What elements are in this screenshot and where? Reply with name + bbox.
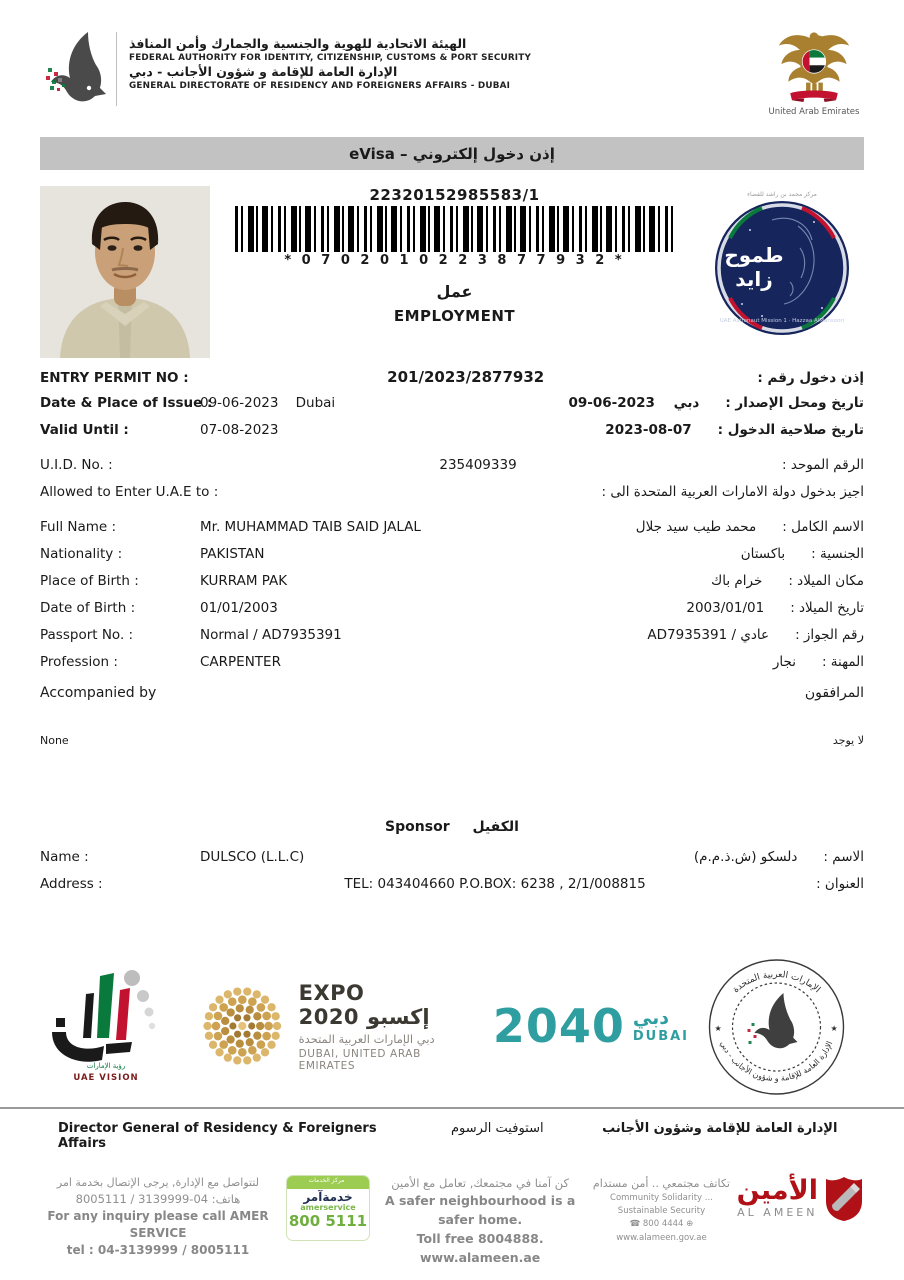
expo-en: EXPO 2020 <box>298 980 365 1029</box>
field-value: PAKISTAN <box>200 546 265 562</box>
svg-text:الإمارات العربية المتحدة: الإمارات العربية المتحدة <box>731 969 822 996</box>
amer-contact-block <box>40 1175 276 1260</box>
amer-logo-english: amerservice <box>300 1203 356 1213</box>
dubai2040-logo <box>493 999 689 1053</box>
amer-logo-strip: مركز الخدمات <box>287 1176 369 1189</box>
field-value-arabic: نجار <box>772 654 796 670</box>
field-label-english: Date of Birth : <box>40 600 136 616</box>
field-row <box>40 685 864 712</box>
amer-logo-arabic: خدمةآمر <box>303 1190 353 1204</box>
amer-logo-number: 800 5111 <box>288 1212 368 1231</box>
zayed-ambition-badge <box>699 186 864 358</box>
field-label-arabic: الاسم الكامل : <box>782 519 864 535</box>
sponsor-heading-arabic: الكفيل <box>472 819 519 835</box>
field-label-english: Place of Birth : <box>40 573 139 589</box>
field-row <box>40 734 864 761</box>
field-label-english: Full Name : <box>40 519 117 535</box>
solidarity-contact: ☎ 800 4444 ⊕ www.alameen.gov.ae <box>616 1219 707 1243</box>
field-right-group <box>576 484 864 500</box>
field-label-english: Date & Place of Issue : <box>40 395 213 411</box>
sponsor-heading-english: Sponsor <box>385 819 450 835</box>
evisa-title-bar <box>40 137 864 170</box>
field-value: CARPENTER <box>200 654 281 670</box>
field-label-english: Accompanied by <box>40 685 157 701</box>
barcode <box>235 206 675 252</box>
expo-subtitle-arabic: دبي الإمارات العربية المتحدة <box>298 1031 435 1046</box>
field-right-group <box>756 457 864 473</box>
svg-text:★: ★ <box>714 1024 722 1033</box>
field-label-english: Valid Until : <box>40 422 129 438</box>
field-right-group <box>686 600 864 616</box>
authority-name-arabic: الهيئة الاتحادية للهوية والجنسية والجمارك وأمن المنافذ <box>129 36 467 51</box>
applicant-photo <box>40 186 210 358</box>
field-right-group <box>647 627 864 643</box>
evisa-title: إذن دخول إلكتروني – eVisa <box>349 144 555 163</box>
visa-type-arabic: عمل <box>436 282 473 301</box>
expo2020-text <box>299 981 459 1072</box>
field-value: Normal / AD7935391 <box>200 627 342 643</box>
amer-english-line2: tel : 04-3139999 / 8005111 <box>66 1243 250 1258</box>
field-row <box>40 573 864 600</box>
solidarity-arabic: تكاتف مجتمعي .. أمن مستدام <box>592 1177 730 1190</box>
field-label-arabic: إذن دخول رقم : <box>757 370 864 386</box>
sponsor-fields <box>40 849 864 903</box>
logo-strip <box>40 955 864 1097</box>
field-value-arabic: باكستان <box>740 546 786 562</box>
field-value-arabic: 2003/01/01 <box>686 600 765 616</box>
field-row <box>40 600 864 627</box>
field-value-arabic: دلسكو (ش.ذ.م.م) <box>693 849 798 865</box>
field-label-arabic: اجيز بدخول دولة الامارات العربية المتحدة الى : <box>601 484 864 500</box>
field-value: 201/2023/2877932 <box>387 368 545 386</box>
field-value-arabic: محمد طيب سيد جلال <box>635 519 757 535</box>
directorate-label-arabic: الإدارة العامة للإقامة وشؤون الأجانب <box>602 1121 838 1136</box>
field-row <box>40 395 864 422</box>
field-right-group <box>605 422 864 438</box>
amer-arabic-line2: هاتف: 04-3139999 / 8005111 <box>75 1191 241 1206</box>
field-right-group <box>568 395 864 411</box>
field-label-arabic: تاريخ الميلاد : <box>790 600 864 616</box>
field-label-arabic: المرافقون <box>804 685 864 701</box>
field-row <box>40 849 864 876</box>
field-value-arabic: دبي 2023-06-09 <box>568 395 700 411</box>
field-right-group <box>779 685 864 701</box>
visa-type-english: EMPLOYMENT <box>393 307 516 325</box>
header-text-block <box>129 28 531 92</box>
field-value: DULSCO (L.L.C) <box>200 849 305 865</box>
field-label-arabic: المهنة : <box>821 654 864 670</box>
solidarity-block <box>586 1175 736 1245</box>
field-value: 01/01/2003 <box>200 600 278 616</box>
field-value: TEL: 043404660 P.O.BOX: 6238 , 2/1/008815 <box>344 876 646 892</box>
director-general-label: Director General of Residency & Foreigners Affairs <box>58 1121 377 1151</box>
barcode-block <box>210 186 699 358</box>
uae-vision-caption: UAE VISION <box>73 1073 139 1083</box>
identity-block <box>40 186 864 358</box>
barcode-text: * 0 7 0 2 0 1 0 2 2 3 8 7 7 9 3 2 * <box>284 253 625 268</box>
gdrfa-stamp-icon <box>689 951 864 1101</box>
field-value: 07-08-2023 <box>200 422 279 438</box>
field-label-arabic: الاسم : <box>823 849 864 865</box>
signature-row <box>40 1121 864 1151</box>
field-label-english: Address : <box>40 876 103 892</box>
field-label-english: ENTRY PERMIT NO : <box>40 370 189 386</box>
field-row <box>40 484 864 511</box>
uae-vision-arabic: رؤية الإمارات <box>86 1062 126 1070</box>
amer-arabic-line1: لتتواصل مع الإدارة, يرجى الإتصال بخدمة امر <box>56 1176 260 1189</box>
sponsor-heading <box>40 819 864 835</box>
authority-name-english: FEDERAL AUTHORITY FOR IDENTITY, CITIZENSHIP, CUSTOMS & PORT SECURITY <box>129 52 532 63</box>
field-right-group <box>807 734 864 747</box>
field-label-english: Profession : <box>40 654 118 670</box>
field-value: 09-06-2023 Dubai <box>200 395 336 411</box>
field-value-arabic: خرام باك <box>711 573 763 589</box>
field-value: KURRAM PAK <box>200 573 288 589</box>
uae-vision-logo-icon <box>40 960 172 1092</box>
field-label-arabic: العنوان : <box>816 876 864 892</box>
field-label-english: U.I.D. No. : <box>40 457 113 473</box>
alameen-arabic: كن آمنا في مجتمعك, تعامل مع الأمين <box>391 1176 569 1190</box>
field-label-arabic: الرقم الموحد : <box>782 457 864 473</box>
expo-subtitle-english: DUBAI, UNITED ARAB EMIRATES <box>298 1047 421 1072</box>
field-row <box>40 654 864 681</box>
amer-service-logo-icon <box>286 1175 370 1241</box>
field-row <box>40 627 864 654</box>
expo2020-mandala-icon <box>200 972 285 1080</box>
uae-emblem-icon <box>769 28 859 102</box>
dubai2040-arabic: دبي <box>632 1007 669 1029</box>
alameen-english-line2: Toll free 8004888. www.alameen.ae <box>416 1230 544 1265</box>
uae-emblem <box>766 28 862 117</box>
field-right-group <box>773 654 864 670</box>
field-label-arabic: تاريخ ومحل الإصدار : <box>725 395 864 411</box>
permit-fields <box>40 368 864 761</box>
field-row <box>40 368 864 395</box>
fees-collected-label: استوفيت الرسوم <box>451 1121 544 1136</box>
solidarity-english: Community Solidarity ... Sustainable Security <box>610 1193 713 1217</box>
field-value: Mr. MUHAMMAD TAIB SAID JALAL <box>200 519 421 535</box>
field-right-group <box>790 876 864 892</box>
directorate-name-english: GENERAL DIRECTORATE OF RESIDENCY AND FOREIGNERS AFFAIRS - DUBAI <box>129 80 511 91</box>
page-footer <box>40 1175 864 1267</box>
gdrfa-falcon-logo-icon <box>40 28 110 114</box>
field-label-arabic: رقم الجواز : <box>795 627 864 643</box>
field-row <box>40 546 864 573</box>
footer-divider <box>0 1107 904 1109</box>
svg-text:★: ★ <box>830 1024 838 1033</box>
dubai2040-number: 2040 <box>492 999 625 1053</box>
alameen-shield-icon <box>824 1175 864 1221</box>
field-label-arabic: تاريخ صلاحية الدخول : <box>717 422 864 438</box>
field-label-arabic: لا يوجد <box>832 734 864 747</box>
badge-word-1: طموح <box>723 243 784 267</box>
field-right-group <box>694 849 864 865</box>
field-row <box>40 422 864 449</box>
field-row <box>40 876 864 903</box>
alameen-logo <box>737 1175 864 1221</box>
field-right-group <box>741 546 864 562</box>
field-label-english: Name : <box>40 849 89 865</box>
amer-english-line1: For any inquiry please call AMER SERVICE <box>47 1208 269 1240</box>
field-value-arabic: 2023-08-07 <box>605 422 692 438</box>
expo2020-logo <box>200 972 459 1080</box>
document-header <box>40 28 864 117</box>
field-label-english: Allowed to Enter U.A.E to : <box>40 484 219 500</box>
alameen-logo-arabic: الأمين <box>736 1175 819 1206</box>
dubai2040-english: DUBAI <box>632 1029 689 1044</box>
field-label-arabic: مكان الميلاد : <box>788 573 864 589</box>
field-value: 235409339 <box>439 457 517 473</box>
field-row <box>40 457 864 484</box>
directorate-name-arabic: الإدارة العامة للإقامة و شؤون الأجانب - دبي <box>129 64 398 80</box>
file-number: 22320152985583/1 <box>369 186 540 204</box>
field-label-english: Passport No. : <box>40 627 134 643</box>
badge-word-2: زايد <box>734 267 773 291</box>
alameen-message-block <box>384 1175 576 1267</box>
alameen-logo-english: AL AMEEN <box>737 1206 818 1219</box>
field-right-group <box>711 573 864 589</box>
field-right-group <box>731 370 864 386</box>
expo-ar: إكسبو <box>367 1004 430 1029</box>
field-row <box>40 519 864 546</box>
svg-text:الإدارة العامة للإقامة و شؤون: الإدارة العامة للإقامة و شؤون الأجانب - دبي <box>718 1039 835 1084</box>
header-divider <box>116 32 117 106</box>
badge-top-text: مركز محمد بن راشد للفضاء <box>746 191 817 198</box>
field-right-group <box>636 519 864 535</box>
field-value-arabic: عادي / AD7935391 <box>647 627 770 643</box>
field-label-english: Nationality : <box>40 546 123 562</box>
alameen-english-line1: A safer neighbourhood is a safer home. <box>384 1193 576 1227</box>
field-label-arabic: الجنسية : <box>811 546 864 562</box>
badge-bottom-text: UAE Astronaut Mission 1 · Hazzaa AlMansoori <box>719 318 844 324</box>
emblem-caption: United Arab Emirates <box>768 107 860 117</box>
field-label-english: None <box>40 734 69 747</box>
expo2020-wordmark <box>299 981 459 1029</box>
